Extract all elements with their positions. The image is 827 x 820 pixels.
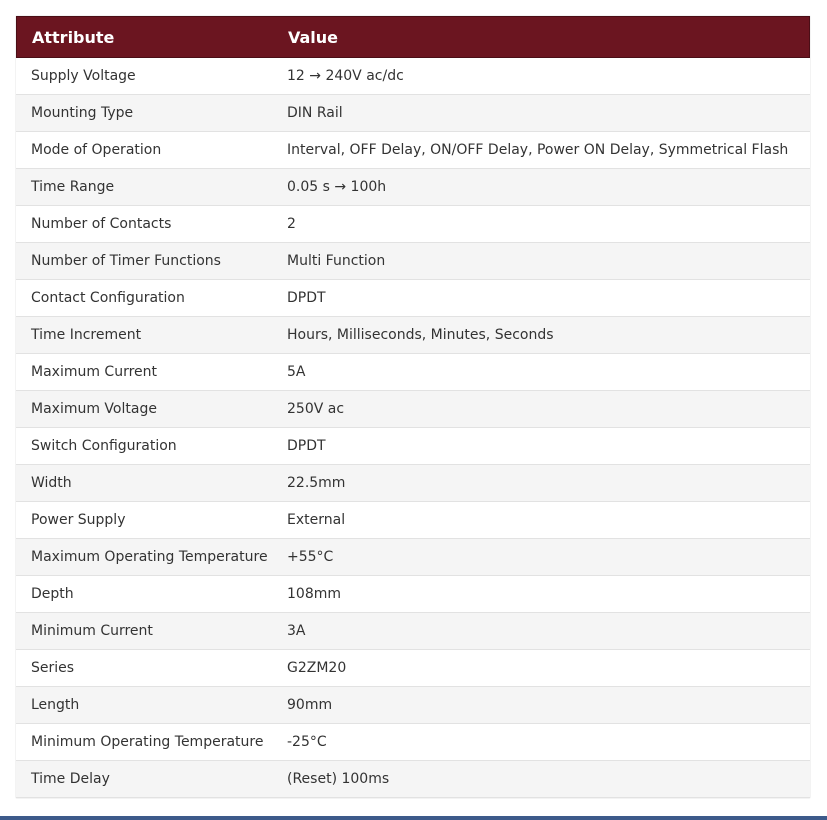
value-cell: 90mm — [287, 697, 333, 713]
table-row — [16, 761, 810, 798]
attribute-cell: Mounting Type — [31, 105, 134, 121]
value-cell: 12 → 240V ac/dc — [287, 68, 404, 84]
value-cell: 22.5mm — [287, 475, 346, 491]
value-cell: -25°C — [287, 734, 327, 750]
value-cell: +55°C — [287, 549, 334, 565]
header-value: Value — [288, 27, 339, 47]
table-row — [16, 243, 810, 280]
table-row — [16, 280, 810, 317]
table-row — [16, 576, 810, 613]
value-cell: 2 — [287, 216, 296, 232]
table-row — [16, 650, 810, 687]
attribute-cell: Series — [31, 660, 75, 676]
table-row — [16, 58, 810, 95]
attribute-cell: Depth — [31, 586, 74, 602]
table-row — [16, 539, 810, 576]
value-cell: DPDT — [287, 438, 326, 454]
attribute-cell: Length — [31, 697, 80, 713]
attribute-cell: Maximum Voltage — [31, 401, 157, 417]
table-row — [16, 132, 810, 169]
value-cell: (Reset) 100ms — [287, 771, 390, 787]
table-body — [16, 58, 810, 798]
value-cell: Hours, Milliseconds, Minutes, Seconds — [287, 327, 554, 343]
table-row — [16, 687, 810, 724]
table-row — [16, 95, 810, 132]
attribute-cell: Mode of Operation — [31, 142, 162, 158]
attribute-cell: Switch Configuration — [31, 438, 177, 454]
value-cell: 3A — [287, 623, 306, 639]
attribute-cell: Number of Timer Functions — [31, 253, 221, 269]
table-row — [16, 465, 810, 502]
table-row — [16, 724, 810, 761]
attribute-cell: Minimum Current — [31, 623, 153, 639]
attribute-cell: Width — [31, 475, 72, 491]
table-row — [16, 428, 810, 465]
value-cell: 250V ac — [287, 401, 345, 417]
attribute-cell: Maximum Operating Temperature — [31, 549, 268, 565]
spec-table — [16, 16, 810, 798]
attribute-cell: Maximum Current — [31, 364, 158, 380]
value-cell: External — [287, 512, 346, 528]
table-row — [16, 317, 810, 354]
value-cell: DIN Rail — [287, 105, 343, 121]
value-cell: Interval, OFF Delay, ON/OFF Delay, Power ON Delay, Symmetrical Flash — [287, 142, 789, 158]
value-cell: 5A — [287, 364, 306, 380]
attribute-cell: Time Range — [31, 179, 115, 195]
attribute-cell: Supply Voltage — [31, 68, 136, 84]
table-row — [16, 206, 810, 243]
attribute-cell: Power Supply — [31, 512, 126, 528]
bottom-border-bar — [0, 816, 827, 820]
table-row — [16, 169, 810, 206]
value-cell: 0.05 s → 100h — [287, 179, 387, 195]
header-attribute: Attribute — [32, 27, 115, 47]
attribute-cell: Minimum Operating Temperature — [31, 734, 264, 750]
value-cell: 108mm — [287, 586, 341, 602]
table-row — [16, 502, 810, 539]
attribute-cell: Contact Configuration — [31, 290, 185, 306]
attribute-cell: Time Increment — [31, 327, 142, 343]
value-cell: DPDT — [287, 290, 326, 306]
table-row — [16, 354, 810, 391]
table-row — [16, 613, 810, 650]
attribute-cell: Number of Contacts — [31, 216, 172, 232]
value-cell: Multi Function — [287, 253, 386, 269]
attribute-cell: Time Delay — [31, 771, 110, 787]
value-cell: G2ZM20 — [287, 660, 347, 676]
table-row — [16, 391, 810, 428]
table-header — [16, 16, 810, 58]
